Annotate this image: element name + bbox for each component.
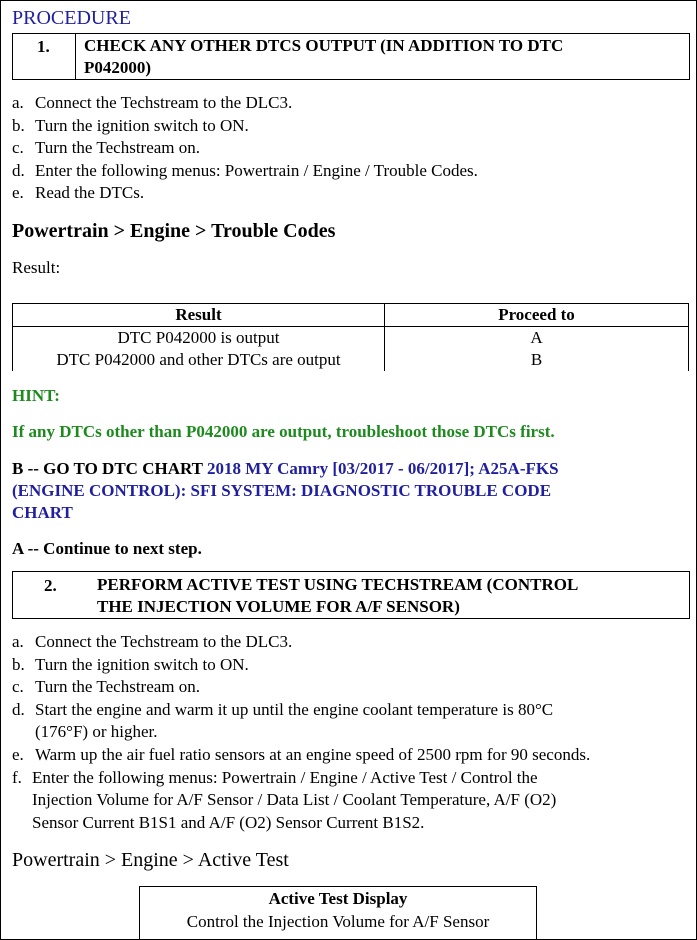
list-item	[12, 92, 478, 115]
step-2-title	[97, 574, 687, 618]
column-header-result: Result	[13, 304, 385, 327]
branch-a: A -- Continue to next step.	[12, 539, 202, 558]
step-1-number: 1.	[37, 37, 50, 56]
branch-b-line	[12, 458, 672, 480]
item-text: Turn the ignition switch to ON.	[35, 654, 249, 674]
step-1-header	[12, 33, 690, 80]
item-text: Connect the Techstream to the DLC3.	[35, 93, 293, 112]
table-cell: A	[385, 327, 689, 350]
table-row	[13, 349, 689, 371]
active-test-display-table	[139, 886, 537, 939]
step-2-instructions	[12, 631, 590, 834]
dtc-chart-link[interactable]: CHART	[12, 503, 73, 522]
dtc-chart-link[interactable]: (ENGINE CONTROL): SFI SYSTEM: DIAGNOSTIC TROUBLE CODE	[12, 481, 552, 500]
list-item	[12, 115, 478, 138]
step-2-title-line: PERFORM ACTIVE TEST USING TECHSTREAM (CONTROL	[97, 575, 579, 594]
step-1-title-line: CHECK ANY OTHER DTCS OUTPUT (IN ADDITION TO DTC	[84, 36, 564, 55]
step-2-header	[12, 571, 690, 619]
item-letter: c.	[12, 677, 24, 697]
step-1-title	[84, 35, 684, 79]
table-header-row	[13, 304, 689, 327]
item-letter: a.	[12, 632, 24, 651]
list-item	[12, 137, 478, 160]
item-text: Turn the ignition switch to ON.	[35, 115, 249, 135]
hint-label: HINT:	[12, 386, 60, 405]
item-text: (176°F) or higher.	[35, 722, 158, 742]
menu-path-active-test: Powertrain > Engine > Active Test	[12, 849, 289, 871]
item-text: Sensor Current B1S1 and A/F (O2) Sensor Current B1S2.	[32, 812, 425, 832]
item-letter: a.	[12, 93, 24, 112]
step-2-number: 2.	[44, 576, 57, 595]
item-text: Start the engine and warm it up until the engine coolant temperature is 80°C	[35, 699, 554, 719]
list-item	[12, 767, 590, 835]
item-text: Enter the following menus: Powertrain / Engine / Active Test / Control the	[32, 767, 538, 787]
table-row	[13, 327, 689, 350]
item-letter: b.	[12, 654, 25, 674]
item-letter: d.	[12, 160, 25, 180]
table-cell: B	[385, 349, 689, 371]
item-letter: f.	[12, 767, 22, 787]
result-table	[12, 303, 689, 371]
table-cell: DTC P042000 and other DTCs are output	[13, 349, 385, 371]
branch-b-prefix: B -- GO TO DTC CHART	[12, 459, 203, 478]
table-cell: DTC P042000 is output	[13, 327, 385, 350]
list-item	[12, 631, 590, 654]
procedure-title: PROCEDURE	[12, 7, 131, 29]
item-text: Read the DTCs.	[35, 183, 145, 203]
item-letter: b.	[12, 115, 25, 135]
hint-text: If any DTCs other than P042000 are output, troubleshoot those DTCs first.	[12, 422, 555, 441]
list-item	[12, 676, 590, 699]
step-1-title-line: P042000)	[84, 58, 152, 77]
step-2-title-line: THE INJECTION VOLUME FOR A/F SENSOR)	[97, 597, 460, 616]
result-label: Result:	[12, 258, 61, 277]
item-text: Turn the Techstream on.	[35, 138, 201, 158]
item-text: Warm up the air fuel ratio sensors at an engine speed of 2500 rpm for 90 seconds.	[35, 744, 591, 764]
active-test-value: Control the Injection Volume for A/F Sensor	[186, 912, 490, 931]
item-letter: d.	[12, 699, 25, 719]
active-test-header: Active Test Display	[268, 889, 408, 908]
branch-b	[12, 458, 672, 524]
list-item	[12, 160, 478, 183]
list-item	[12, 744, 590, 767]
item-letter: e.	[12, 744, 24, 764]
step-divider	[75, 34, 76, 79]
list-item	[12, 699, 590, 744]
item-letter: e.	[12, 183, 24, 203]
menu-path-trouble-codes: Powertrain > Engine > Trouble Codes	[12, 220, 336, 242]
list-item	[12, 182, 478, 205]
list-item	[12, 654, 590, 677]
step-1-instructions	[12, 92, 478, 205]
item-text: Turn the Techstream on.	[35, 677, 201, 697]
item-text: Injection Volume for A/F Sensor / Data List / Coolant Temperature, A/F (O2)	[32, 790, 557, 810]
dtc-chart-link[interactable]: 2018 MY Camry [03/2017 - 06/2017]; A25A-FKS	[206, 459, 559, 478]
item-text: Enter the following menus: Powertrain / Engine / Trouble Codes.	[35, 160, 478, 180]
item-text: Connect the Techstream to the DLC3.	[35, 632, 293, 651]
column-header-proceed: Proceed to	[385, 304, 689, 327]
item-letter: c.	[12, 138, 24, 158]
